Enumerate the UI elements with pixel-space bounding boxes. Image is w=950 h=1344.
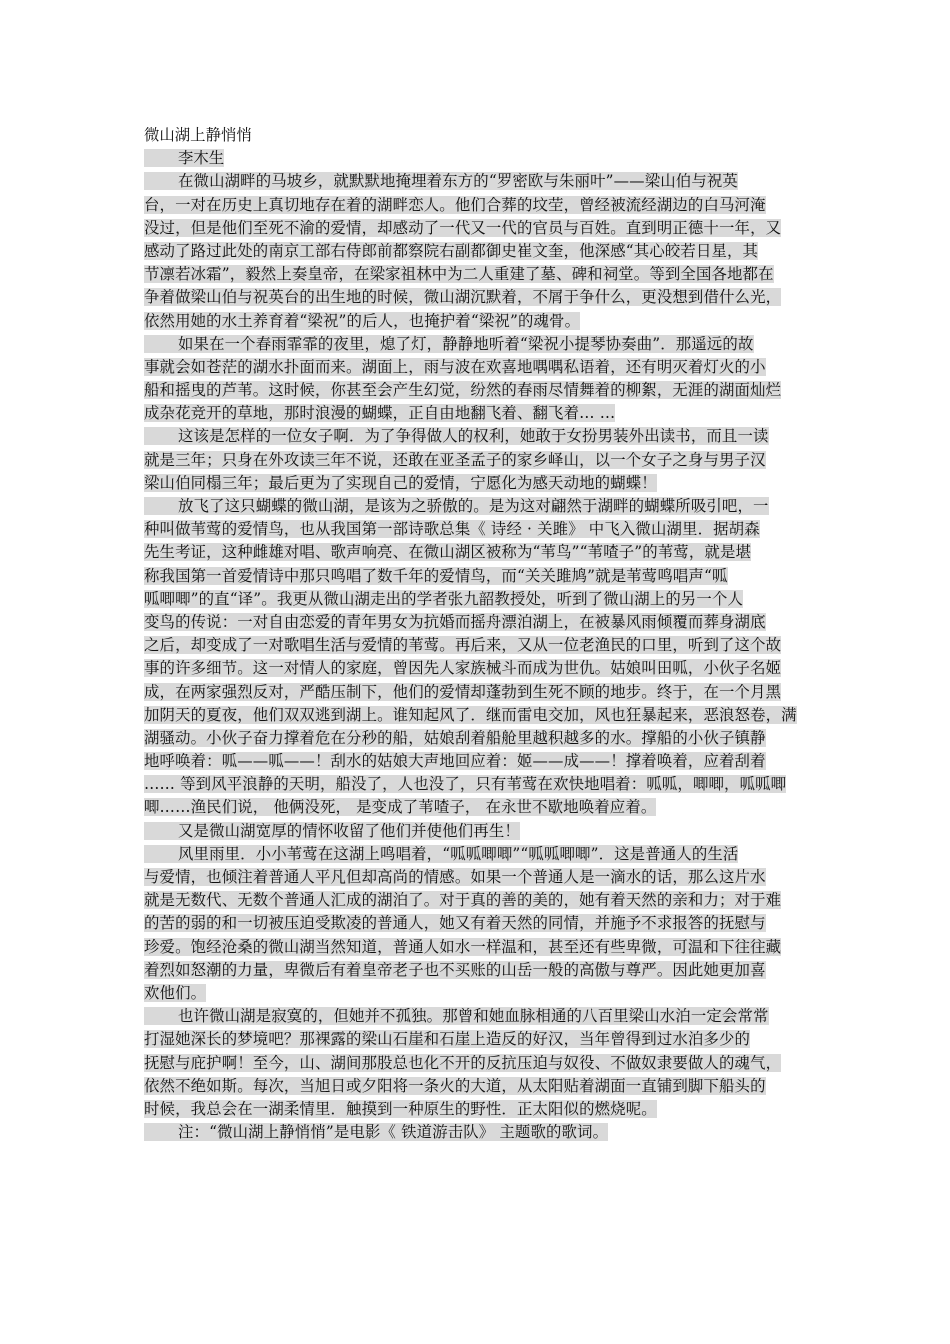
paragraph-line <box>144 217 808 240</box>
line-text: 事就会如苍茫的湖水扑面而来。湖面上，雨与波在欢喜地喁喁私语着，还有明灭着灯火的小 <box>144 357 766 376</box>
document-title: 微山湖上静悄悄 <box>144 126 252 144</box>
paragraph-line <box>144 773 808 796</box>
line-highlight <box>144 914 766 932</box>
line-highlight <box>144 543 751 561</box>
line-text: 也许微山湖是寂寞的，但她并不孤独。那曾和她血脉相通的八百里梁山水泊一定会常常 <box>178 1007 769 1026</box>
paragraph <box>144 1005 808 1121</box>
line-highlight <box>144 613 766 631</box>
line-highlight <box>144 1030 750 1048</box>
line-highlight <box>144 451 766 469</box>
paragraph-line <box>144 1075 808 1098</box>
paragraph-line <box>144 356 808 379</box>
line-highlight <box>144 427 769 445</box>
line-highlight <box>144 659 781 677</box>
line-text: 没过，但是他们至死不渝的爱情，却感动了一代又一代的官员与百姓。直到明正德十一年，又 <box>144 218 782 237</box>
paragraph-line <box>144 681 808 704</box>
paragraph-line <box>144 820 808 843</box>
paragraph-line <box>144 402 808 425</box>
line-highlight <box>144 474 657 492</box>
line-text: 种叫做苇莺的爱情鸟，也从我国第一部诗歌总集《 诗经 · 关雎》 中飞入微山湖里．据胡森 <box>144 520 760 539</box>
line-highlight <box>144 706 797 724</box>
line-text: 呱唧唧”的直“译”。我更从微山湖走出的学者张九韶教授处，听到了微山湖上的另一个人 <box>144 589 744 608</box>
document-page <box>144 124 808 1144</box>
paragraph-line <box>144 588 808 611</box>
line-text: 这该是怎样的一位女子啊．为了争得做人的权利，她敢于女扮男装外出读书，而且一读 <box>178 427 769 446</box>
line-highlight <box>144 335 754 353</box>
line-text: 梁山伯同榻三年；最后更为了实现自己的爱情，宁愿化为感天动地的蝴蝶！ <box>144 473 657 492</box>
line-highlight <box>144 1100 657 1118</box>
paragraph-line <box>144 704 808 727</box>
line-text: 湖骚动。小伙子奋力撑着危在分秒的船，姑娘刮着船舱里越积越多的水。撑船的小伙子镇静 <box>144 728 766 747</box>
line-text: 如果在一个春雨霏霏的夜里，熄了灯，静静地听着“梁祝小提琴协奏曲”．那遥远的故 <box>178 334 754 353</box>
line-text: 就是三年；只身在外攻读三年不说，还敢在亚圣孟子的家乡峄山，以一个女子之身与男子汉 <box>144 450 766 469</box>
paragraph-line <box>144 727 808 750</box>
line-highlight <box>144 520 760 538</box>
author-name: 李木生 <box>178 149 225 168</box>
paragraph-line <box>144 1028 808 1051</box>
paragraph-line <box>144 379 808 402</box>
paragraph <box>144 170 808 332</box>
line-text: 又是微山湖宽厚的情怀收留了他们并使他们再生！ <box>178 821 520 840</box>
author-highlight <box>144 149 224 167</box>
line-text: 就是无数代、无数个普通人汇成的湖泊了。对于真的善的美的，她有着天然的亲和力；对于难 <box>144 891 782 910</box>
paragraph-line <box>144 425 808 448</box>
line-text: 地呼唤着：呱——呱——！刮水的姑娘大声地回应着：姬——成——！撑着唤着，应着刮着 <box>144 752 766 771</box>
line-highlight <box>144 822 520 840</box>
paragraph <box>144 495 808 820</box>
paragraph-line <box>144 1121 808 1144</box>
paragraph-line <box>144 1005 808 1028</box>
line-text: 之后，却变成了一对歌唱生活与爱情的苇莺。再后来，又从一位老渔民的口里，听到了这个故 <box>144 636 782 655</box>
line-text: 着烈如怒潮的力量，卑微后有着皇帝老子也不买账的山岳一般的高傲与尊严。因此她更加喜 <box>144 960 766 979</box>
line-text: 在微山湖畔的马坡乡，就默默地掩埋着东方的“罗密欧与朱丽叶”——梁山伯与祝英 <box>178 172 738 191</box>
line-text: 成杂花竞开的草地，那时浪漫的蝴蝶，正自由地翻飞着、翻飞着… … <box>144 404 616 423</box>
paragraph-line <box>144 1098 808 1121</box>
body-text <box>144 170 808 1144</box>
paragraph-line <box>144 611 808 634</box>
line-text: 风里雨里．小小苇莺在这湖上鸣唱着，“呱呱唧唧”“呱呱唧唧”．这是普通人的生活 <box>178 844 739 863</box>
line-highlight <box>144 590 743 608</box>
paragraph-line <box>144 912 808 935</box>
line-text: 珍爱。饱经沧桑的微山湖当然知道，普通人如水一样温和，甚至还有些卑微，可温和下往往藏 <box>144 937 782 956</box>
line-highlight <box>144 288 781 306</box>
paragraph <box>144 333 808 426</box>
line-highlight <box>144 961 766 979</box>
paragraph-line <box>144 240 808 263</box>
line-text: 时候，我总会在一湖柔情里．触摸到一种原生的野性．正太阳似的燃烧呢。 <box>144 1099 657 1118</box>
paragraph-line <box>144 310 808 333</box>
line-highlight <box>144 265 774 283</box>
paragraph-line <box>144 472 808 495</box>
line-text: …… 等到风平浪静的天明，船没了，人也没了，只有苇莺在欢快地唱着：呱呱，唧唧，呱呱唧 <box>144 775 787 794</box>
line-text: 称我国第一首爱情诗中那只鸣唱了数千年的爱情鸟，而“关关雎鸠”就是苇莺鸣唱声“呱 <box>144 566 728 585</box>
paragraph-line <box>144 194 808 217</box>
paragraph-line <box>144 889 808 912</box>
paragraph-line <box>144 843 808 866</box>
paragraph-line <box>144 796 808 819</box>
paragraph-line <box>144 959 808 982</box>
line-text: 依然不绝如斯。每次，当旭日或夕阳将一条火的大道，从太阳贴着湖面一直铺到脚下船头的 <box>144 1076 766 1095</box>
line-highlight <box>144 312 580 330</box>
paragraph-line <box>144 982 808 1005</box>
paragraph-line <box>144 750 808 773</box>
line-highlight <box>144 752 766 770</box>
line-text: 与爱情，也倾注着普通人平凡但却高尚的情感。如果一个普通人是一滴水的话，那么这片水 <box>144 868 766 886</box>
line-text: 节凛若冰霜”，毅然上奏皇帝，在梁家祖林中为二人重建了墓、碑和祠堂。等到全国各地都在 <box>144 265 774 284</box>
line-highlight <box>144 729 766 747</box>
author-line <box>144 147 808 170</box>
line-text: 抚慰与庇护啊！至今，山、湖间那股总也化不开的反抗压迫与奴役、不做奴隶要做人的魂气， <box>144 1053 782 1072</box>
line-highlight <box>144 242 758 260</box>
line-text: 放飞了这只蝴蝶的微山湖，是该为之骄傲的。是为这对翩然于湖畔的蝴蝶所吸引吧，一 <box>178 497 769 515</box>
line-text: 注：“微山湖上静悄悄”是电影《 铁道游击队》 主题歌的歌词。 <box>178 1123 609 1142</box>
line-highlight <box>144 891 781 909</box>
paragraph-line <box>144 657 808 680</box>
paragraph-line <box>144 263 808 286</box>
paragraph <box>144 820 808 843</box>
line-highlight <box>144 1077 766 1095</box>
line-text: 感动了路过此处的南京工部右侍郎前都察院右副都御史崔文奎，他深感“其心皎若日星，其 <box>144 241 759 260</box>
line-text: 欢他们。 <box>144 983 207 1002</box>
line-text: 的苦的弱的和一切被压迫受欺凌的普通人，她又有着天然的同情，并施予不求报答的抚慰与 <box>144 914 766 933</box>
line-text: 台，一对在历史上真切地存在着的湖畔恋人。他们合葬的坟茔，曾经被流经湖边的白马河淹 <box>144 195 766 214</box>
line-text: 先生考证，这种雌雄对唱、歌声响亮、在微山湖区被称为“苇鸟”“苇喳子”的苇莺，就是堪 <box>144 543 752 562</box>
line-text: 成，在两家强烈反对，严酷压制下，他们的爱情却蓬勃到生死不顾的地步。终于，在一个月黑 <box>144 682 782 701</box>
line-highlight <box>144 358 766 376</box>
paragraph-line <box>144 333 808 356</box>
line-text: 唧……渔民们说， 他俩没死， 是变成了苇喳子， 在永世不歇地唤着应着。 <box>144 798 657 817</box>
line-highlight <box>144 1123 608 1141</box>
line-text: 加阴天的夏夜，他们双双逃到湖上。谁知起风了．继而雷电交加，风也狂暴起来，恶浪怒卷，满 <box>144 705 797 724</box>
paragraph-line <box>144 565 808 588</box>
line-highlight <box>144 868 766 886</box>
paragraph-line <box>144 286 808 309</box>
line-highlight <box>144 381 781 399</box>
line-highlight <box>144 845 738 863</box>
line-text: 事的许多细节。这一对情人的家庭，曾因先人家族械斗而成为世仇。姑娘叫田呱，小伙子名姬 <box>144 659 782 678</box>
line-highlight <box>144 404 615 422</box>
line-text: 船和摇曳的芦苇。这时候，你甚至会产生幻觉，纷然的春雨尽情舞着的柳絮，无涯的湖面灿烂 <box>144 381 782 400</box>
paragraph-line <box>144 518 808 541</box>
line-highlight <box>144 984 206 1002</box>
paragraph-line <box>144 1052 808 1075</box>
paragraph-line <box>144 170 808 193</box>
line-highlight <box>144 497 769 515</box>
line-highlight <box>144 775 786 793</box>
line-text: 争着做梁山伯与祝英台的出生地的时候，微山湖沉默着，不屑于争什么，更没想到借什么光， <box>144 288 782 307</box>
paragraph-line <box>144 936 808 959</box>
line-highlight <box>144 567 728 585</box>
paragraph <box>144 425 808 495</box>
line-text: 依然用她的水土养育着“梁祝”的后人，也掩护着“梁祝”的魂骨。 <box>144 311 581 330</box>
paragraph <box>144 1121 808 1144</box>
paragraph-line <box>144 634 808 657</box>
line-highlight <box>144 1054 781 1072</box>
paragraph-line <box>144 866 808 889</box>
paragraph-line <box>144 541 808 564</box>
line-highlight <box>144 172 738 190</box>
paragraph-line <box>144 449 808 472</box>
line-text: 变鸟的传说：一对自由恋爱的青年男女为抗婚而摇舟漂泊湖上，在被暴风雨倾覆而葬身湖底 <box>144 612 766 631</box>
line-highlight <box>144 196 766 214</box>
line-highlight <box>144 636 781 654</box>
line-highlight <box>144 1007 769 1025</box>
paragraph <box>144 843 808 1005</box>
line-highlight <box>144 798 656 816</box>
line-highlight <box>144 219 781 237</box>
line-highlight <box>144 938 781 956</box>
line-text: 打湿她深长的梦境吧？那裸露的梁山石崖和石崖上造反的好汉，当年曾得到过水泊多少的 <box>144 1030 751 1049</box>
paragraph-line <box>144 495 808 518</box>
line-highlight <box>144 683 781 701</box>
